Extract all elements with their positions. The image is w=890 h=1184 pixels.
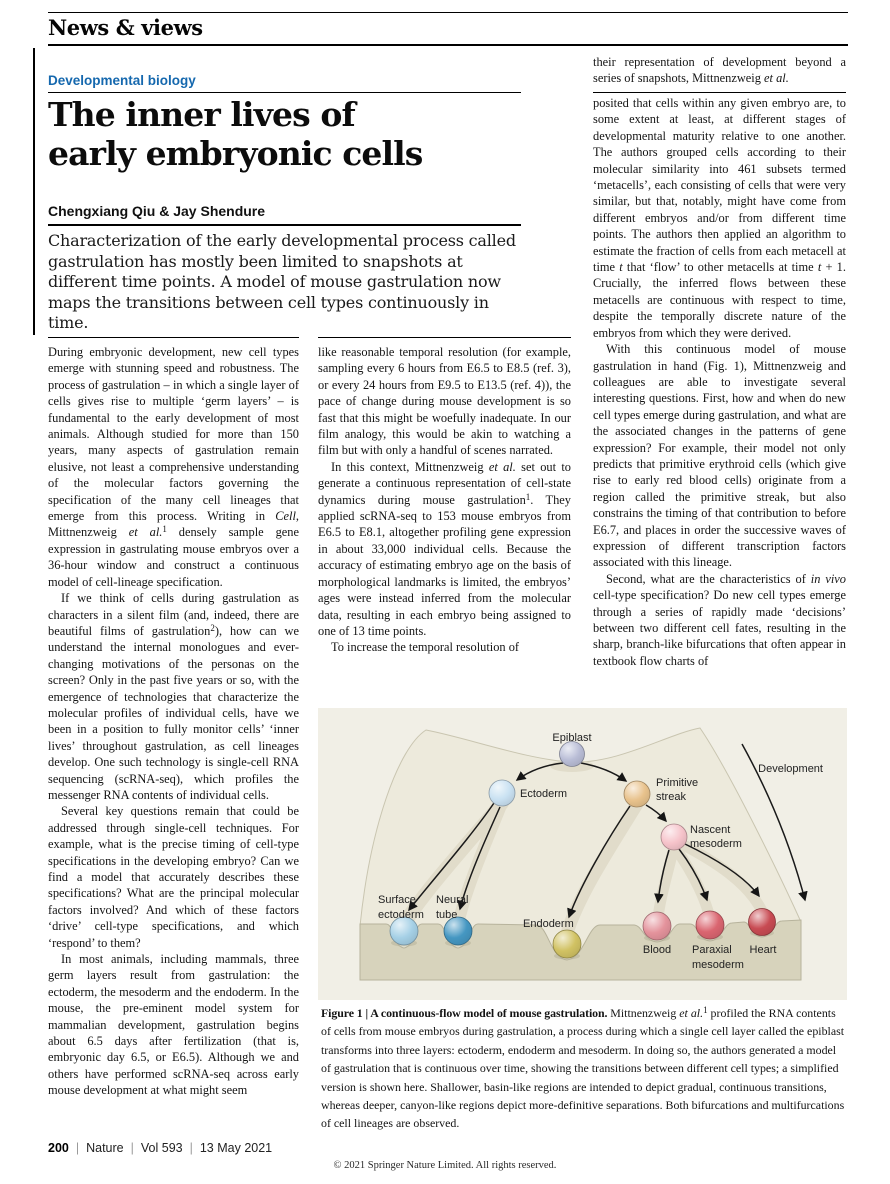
authors: Chengxiang Qiu & Jay Shendure (48, 203, 266, 219)
cell-blood (643, 912, 671, 940)
section-header: News & views (48, 15, 203, 40)
body-column-1 (48, 344, 299, 1099)
paragraph: With this continuous model of mouse gastrulation in hand (Fig. 1), Mittnenzweig and colleagues are able to investigate several interesting questions. First, how and when do new cell types emerge during gastrulation, and what are the associated changes in the patterns of gene expression? For example, their model not only predicts that primitive erythroid cells (which give rise to early red blood cells) originate from a region called the primitive streak, but also constrains the timing of that contribution to before E6.7, and places in order the successive waves of expression of different transcription factors associated with this lineage. (593, 342, 847, 570)
cell-endoderm (553, 930, 581, 958)
label-paraxial-mesoderm: Paraxial mesoderm (692, 944, 744, 971)
header-rule (48, 44, 848, 46)
paragraph: If we think of cells during gastrulation as characters in a silent film (and, indeed, there are beautiful films of gastrulation$^2$), how can we understand the internal monologues and ever-changing motivations of the personas on the screen? Only in the past five years or so, with the emergence of technologies that characterize the molecular profiles of individual cells, have we been in a position to fully monitor cells’ ‘inner lives’ throughout gastrulation, as cell lineages develop. One such technology is single-cell RNA sequencing (scRNA-seq), which profiles the messenger RNA contents of individual cells. (48, 591, 299, 802)
page-number: 200 (48, 1141, 69, 1155)
paragraph: To increase the temporal resolution of (331, 640, 520, 655)
page-footer (48, 1141, 272, 1155)
footer-separator: | (130, 1141, 134, 1155)
paragraph: In most animals, including mammals, three germ layers result from gastrulation: the ectoderm, the mesoderm and the endoderm. In the mouse, the pre-eminent model system for mammalian development, gastrulation begins about 6.5 days after fertilization (that is, embryonic day 6.5, or E6.5). Although we and others have performed scRNA-seq across early mouse development at what might seem (48, 952, 299, 1098)
paragraph: Second, what are the characteristics of in vivo cell-type specification? Do new cell types emerge through a series of rapidly made ‘decisions’ between two different cell fates, resulting in the sharp, branch-like bifurcations that often appear in textbook flow charts of (593, 571, 846, 668)
label-ectoderm: Ectoderm (520, 788, 568, 800)
standfirst-rule (48, 224, 521, 226)
label-primitive-streak: Primitive streak (656, 777, 699, 803)
label-surface-ectoderm: Surface ectoderm (378, 894, 424, 921)
cell-primitive-streak (624, 781, 650, 807)
footer-separator: | (75, 1141, 80, 1155)
kicker-rule-left (48, 92, 521, 93)
kicker: Developmental biology (48, 73, 196, 88)
label-endoderm: Endoderm (523, 918, 574, 930)
volume: Vol 593 (140, 1141, 183, 1155)
body-column-3 (593, 95, 846, 669)
label-development: Development (758, 763, 823, 775)
body-column-2 (318, 344, 571, 656)
copyright-notice: © 2021 Springer Nature Limited. All rights reserved. (333, 1160, 557, 1171)
body-rule-col2 (318, 337, 571, 338)
label-epiblast: Epiblast (552, 732, 592, 744)
figure-caption: Figure 1 | A continuous-flow model of mouse gastrulation. Mittnenzweig et al.$^1$ profiled the RNA contents of cells from mouse embryos during gastrulation, a process during which a single cell layer called the epiblast transforms into three layers: ectoderm, endoderm and mesoderm. In doing so, the authors generated a model of gastrulation that is continuous over time, showing the transitions between different cell types; a simplified version is shown here. Shallower, basin-like regions are intended to depict gradual, continuous transitions, whereas deeper, canyon-like regions depict more-definitive separations. Both bifurcations and multifurcations of cell lineages are observed. (321, 1005, 845, 1131)
label-blood: Blood (642, 944, 672, 956)
paragraph: Several key questions remain that could be addressed through single-cell techniques. For example, what is the precise timing of cell-type specifications in the developing embryo? Can we find a model that accurately describes these specifications? What are the principal molecular factors involved? And which of these factors ‘drive’ cell-type specifications, and which ‘respond’ to them? (48, 804, 299, 950)
cell-surface-ectoderm (390, 917, 418, 945)
cell-epiblast (560, 742, 585, 767)
cell-nascent-mesoderm (661, 824, 687, 850)
paragraph: In this context, Mittnenzweig et al. set out to generate a continuous representation of cell-state dynamics during mouse gastrulation$^1$. They applied scRNA-seq to 153 mouse embryos from E6.5 to E8.1, altogether profiling gene expression in about 33,000 individual cells. Because the accuracy of estimating embryo age on the basis of morphological landmarks is limited, the embryos’ ages were instead inferred from the molecular data, resulting in each embryo being assigned to one of 13 time points. (318, 459, 571, 638)
body-rule-col1 (48, 337, 299, 338)
cell-ectoderm (489, 780, 515, 806)
label-nascent-mesoderm: Nascent mesoderm (690, 824, 742, 850)
paragraph: During embryonic development, new cell types emerge with stunning speed and robustness. The process of gastrulation – in which a single layer of cells gives rise to multiple ‘germ layers’ – is fundamental to the early development of most animals. Although studied for more than 150 years, many aspects of gastrulation remain elusive, not least a comprehensive understanding of the molecular factors governing the specification of the many cell lineages that emerge from this process. Writing in Cell, Mittnenzweig et al.$^1$ densely sample gene expression in gastrulating mouse embryos over a 36-hour window and construct a continuous model of cell-lineage specification. (48, 345, 299, 589)
issue-date: 13 May 2021 (199, 1141, 273, 1155)
cell-neural-tube (444, 917, 472, 945)
journal-name: Nature (86, 1141, 124, 1155)
top-rule (48, 12, 848, 13)
cell-paraxial-mesoderm (696, 911, 724, 939)
title-line-1: The inner lives of (48, 95, 355, 134)
kicker-rule-right (593, 92, 846, 93)
paragraph: posited that cells within any given embryo are, to some extent at least, at different stages of developmental maturity relative to one another. The authors grouped cells according to their molecular similarity into 461 subsets termed ‘metacells’, each consisting of cells that were very similar, but that, notably, might have come from different embryos and/or from different time points. The authors then applied an algorithm to estimate the fraction of cells from each metacell at time t that ‘flow’ to other metacells at time t + 1. Crucially, the inferred flows between these metacells are continuous with respect to time, despite the temporally discrete nature of the embryos from which they were derived. (593, 96, 846, 340)
footer-separator: | (189, 1141, 193, 1155)
paragraph: like reasonable temporal resolution (for example, sampling every 6 hours from E6.5 to E8.5 (ref. 3), or every 24 hours from E9.5 to E13.5 (ref. 4)), the pace of change during mouse development is so fast that this might be woefully inadequate. In our film analogy, this would be akin to watching a film but with only a handful of scenes narrated. (318, 345, 571, 458)
left-margin-rule (33, 48, 35, 335)
paragraph: their representation of development beyond a series of snapshots, Mittnenzweig et al. (593, 55, 846, 86)
article-title (48, 95, 528, 173)
standfirst: Characterization of the early developmental process called gastrulation has mostly been limited to snapshots at different time points. A model of mouse gastrulation now maps the transitions between cell types continuously in time. (48, 231, 516, 332)
title-line-2: early embryonic cells (48, 134, 423, 173)
label-heart: Heart (749, 944, 777, 956)
label-neural-tube: Neural tube (436, 894, 469, 921)
cell-heart (749, 909, 776, 936)
figure-illustration (318, 708, 847, 1000)
body-column-3-top (593, 54, 846, 87)
